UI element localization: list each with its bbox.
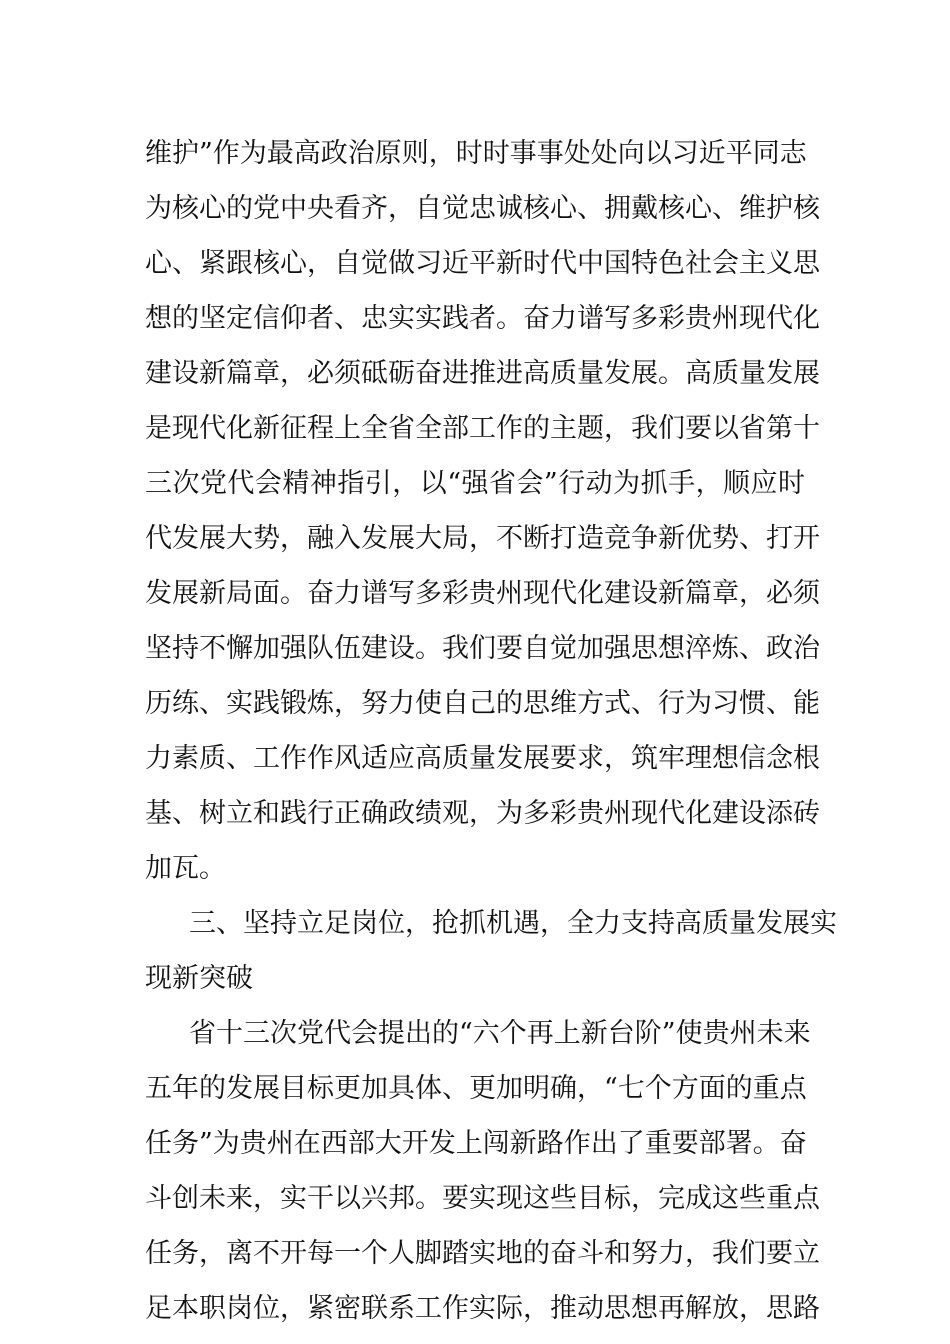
text-line: 加瓦。 bbox=[145, 853, 226, 884]
text-line: 省十三次党代会提出的“六个再上新台阶”使贵州未来 bbox=[189, 1018, 811, 1049]
text-line: 三、坚持立足岗位，抢抓机遇，全力支持高质量发展实 bbox=[189, 908, 837, 939]
text-line: 历练、实践锻炼，努力使自己的思维方式、行为习惯、能 bbox=[145, 688, 820, 719]
text-line: 代发展大势，融入发展大局，不断打造竞争新优势、打开 bbox=[145, 523, 820, 554]
text-line: 足本职岗位，紧密联系工作实际，推动思想再解放，思路 bbox=[145, 1293, 820, 1324]
text-line: 建设新篇章，必须砥砺奋进推进高质量发展。高质量发展 bbox=[145, 358, 820, 389]
text-line: 为核心的党中央看齐，自觉忠诚核心、拥戴核心、维护核 bbox=[145, 193, 820, 224]
text-line: 发展新局面。奋力谱写多彩贵州现代化建设新篇章，必须 bbox=[145, 578, 820, 609]
text-line: 是现代化新征程上全省全部工作的主题，我们要以省第十 bbox=[145, 413, 820, 444]
text-line: 任务，离不开每一个人脚踏实地的奋斗和努力，我们要立 bbox=[145, 1238, 820, 1269]
text-line: 斗创未来，实干以兴邦。要实现这些目标，完成这些重点 bbox=[145, 1183, 820, 1214]
text-line: 坚持不懈加强队伍建设。我们要自觉加强思想淬炼、政治 bbox=[145, 633, 820, 664]
text-line: 五年的发展目标更加具体、更加明确，“七个方面的重点 bbox=[145, 1073, 807, 1104]
text-line: 现新突破 bbox=[145, 963, 253, 994]
text-line: 任务”为贵州在西部大开发上闯新路作出了重要部署。奋 bbox=[145, 1128, 807, 1159]
text-line: 想的坚定信仰者、忠实实践者。奋力谱写多彩贵州现代化 bbox=[145, 303, 820, 334]
text-line: 维护”作为最高政治原则，时时事事处处向以习近平同志 bbox=[145, 138, 807, 169]
text-line: 力素质、工作作风适应高质量发展要求，筑牢理想信念根 bbox=[145, 743, 820, 774]
text-line: 心、紧跟核心，自觉做习近平新时代中国特色社会主义思 bbox=[145, 248, 820, 279]
text-line: 基、树立和践行正确政绩观，为多彩贵州现代化建设添砖 bbox=[145, 798, 820, 829]
text-line: 三次党代会精神指引，以“强省会”行动为抓手，顺应时 bbox=[145, 468, 805, 499]
body-text bbox=[145, 126, 837, 1336]
